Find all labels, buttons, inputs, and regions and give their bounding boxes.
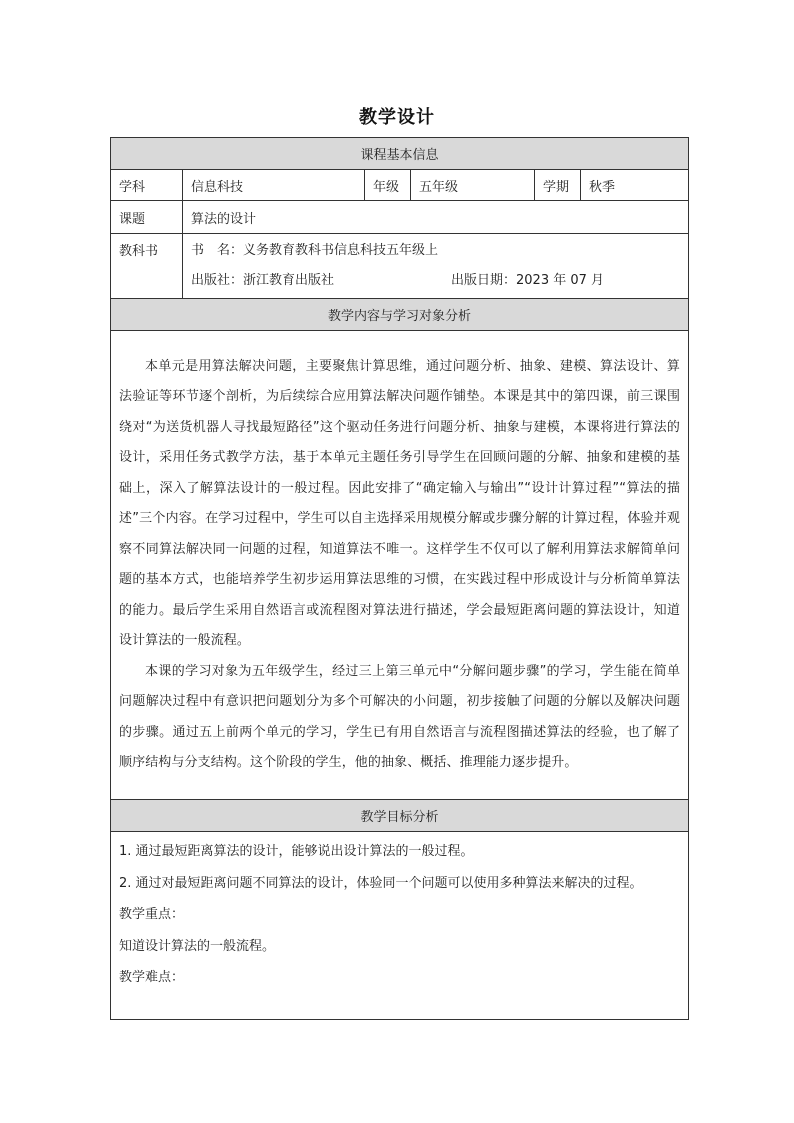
lesson-design-table	[110, 137, 689, 1020]
goal-item-2: 2. 通过对最短距离问题不同算法的设计，体验同一个问题可以使用多种算法来解决的过程。	[119, 875, 643, 891]
textbook-label: 教科书	[111, 234, 183, 299]
subject-value: 信息科技	[183, 170, 365, 201]
goal-item-1: 1. 通过最短距离算法的设计，能够说出设计算法的一般过程。	[119, 844, 474, 859]
content-analysis-body	[111, 331, 689, 800]
difficulties-label: 教学难点：	[119, 970, 185, 985]
content-analysis-header: 教学内容与学习对象分析	[111, 299, 689, 331]
key-points-value: 知道设计算法的一般流程。	[119, 938, 276, 954]
textbook-info	[183, 234, 689, 299]
goal-analysis-body	[111, 832, 689, 1020]
analysis-paragraph-1: 本单元是用算法解决问题，主要聚焦计算思维，通过问题分析、抽象、建模、算法设计、算法验证等环节逐个剖析，为后续综合应用算法解决问题作铺垫。本课是其中的第四课，前三课围绕对“为送货机器人寻找最短路径”这个驱动任务进行问题分析、抽象与建模，本课将进行算法的设计，采用任务式教学方法，基于本单元主题任务引导学生在回顾问题的分解、抽象和建模的基础上，深入了解算法设计的一般过程。因此安排了“确定输入与输出”“设计计算过程”“算法的描述”三个内容。在学习过程中，学生可以自主选择采用规模分解或步骤分解的计算过程，体验并观察不同算法解决同一问题的过程，知道算法不唯一。这样学生不仅可以了解利用算法求解简单问题的基本方式，也能培养学生初步运用算法思维的习惯，在实践过程中形成设计与分析简单算法的能力。最后学生采用自然语言或流程图对算法进行描述，学会最短距离问题的算法设计，知道设计算法的一般流程。	[119, 358, 681, 648]
document-title: 教学设计	[359, 107, 435, 128]
textbook-publisher-line	[191, 266, 680, 296]
analysis-paragraph-2: 本课的学习对象为五年级学生，经过三上第三单元中“分解问题步骤”的学习，学生能在简单问题解决过程中有意识把问题划分为多个可解决的小问题，初步接触了问题的分解以及解决问题的步骤。通过五上前两个单元的学习，学生已有用自然语言与流程图描述算法的经验，也了解了顺序结构与分支结构。这个阶段的学生，他的抽象、概括、推理能力逐步提升。	[119, 663, 681, 770]
subject-label: 学科	[111, 170, 183, 201]
textbook-name: 书 名：义务教育教科书信息科技五年级上	[191, 243, 439, 258]
key-points-label: 教学重点：	[119, 907, 185, 922]
basic-info-header: 课程基本信息	[111, 138, 689, 170]
topic-value: 算法的设计	[183, 201, 689, 234]
goal-analysis-header: 教学目标分析	[111, 800, 689, 832]
term-label: 学期	[535, 170, 581, 201]
textbook-publish-date: 出版日期：2023 年 07 月	[451, 273, 605, 288]
grade-label: 年级	[365, 170, 411, 201]
grade-value: 五年级	[411, 170, 535, 201]
topic-label: 课题	[111, 201, 183, 234]
textbook-publisher: 出版社：浙江教育出版社	[191, 273, 335, 288]
term-value: 秋季	[581, 170, 689, 201]
